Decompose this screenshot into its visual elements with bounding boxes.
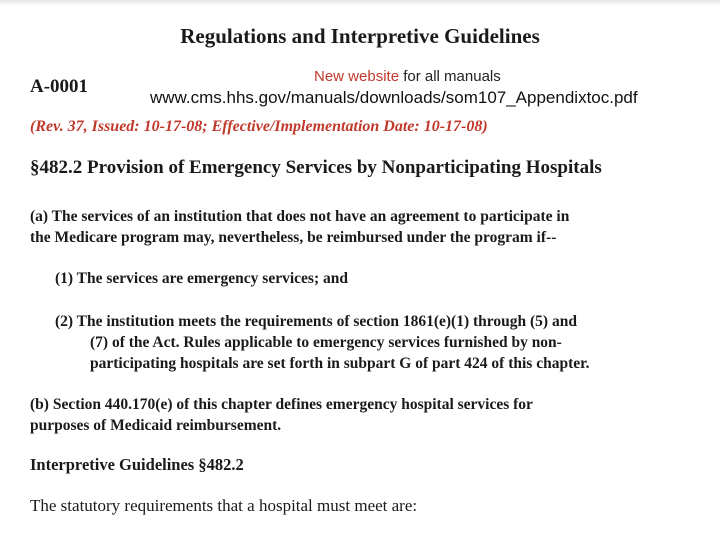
section-heading: §482.2 Provision of Emergency Services by Nonparticipating Hospitals bbox=[30, 157, 602, 178]
paragraph-a bbox=[30, 206, 569, 248]
page-title: Regulations and Interpretive Guidelines bbox=[180, 24, 540, 48]
website-url[interactable]: www.cms.hhs.gov/manuals/downloads/som107_Appendixtoc.pdf bbox=[150, 88, 638, 107]
page-top-shadow bbox=[0, 0, 720, 6]
item-2 bbox=[55, 311, 589, 374]
guidelines-heading: Interpretive Guidelines §482.2 bbox=[30, 455, 244, 474]
paragraph-b bbox=[30, 394, 533, 436]
tag-number: A-0001 bbox=[30, 76, 89, 97]
website-note-rest: for all manuals bbox=[399, 68, 501, 85]
item-2-line: participating hospitals are set forth in subpart G of part 424 of this chapter. bbox=[90, 355, 590, 372]
paragraph-b-line: (b) Section 440.170(e) of this chapter defines emergency hospital services for bbox=[30, 396, 533, 413]
revision-info: (Rev. 37, Issued: 10-17-08; Effective/Implementation Date: 10-17-08) bbox=[30, 118, 488, 135]
item-2-line: (2) The institution meets the requirements of section 1861(e)(1) through (5) and bbox=[55, 313, 577, 330]
item-1: (1) The services are emergency services; and bbox=[55, 270, 348, 287]
item-2-line: (7) of the Act. Rules applicable to emergency services furnished by non- bbox=[90, 334, 562, 351]
paragraph-a-line: the Medicare program may, nevertheless, be reimbursed under the program if-- bbox=[30, 229, 557, 246]
website-note-highlight: New website bbox=[314, 68, 400, 85]
paragraph-b-line: purposes of Medicaid reimbursement. bbox=[30, 417, 282, 434]
statutory-text: The statutory requirements that a hospital must meet are: bbox=[30, 496, 418, 515]
paragraph-a-line: (a) The services of an institution that does not have an agreement to participate in bbox=[30, 208, 570, 225]
website-note bbox=[314, 68, 501, 85]
